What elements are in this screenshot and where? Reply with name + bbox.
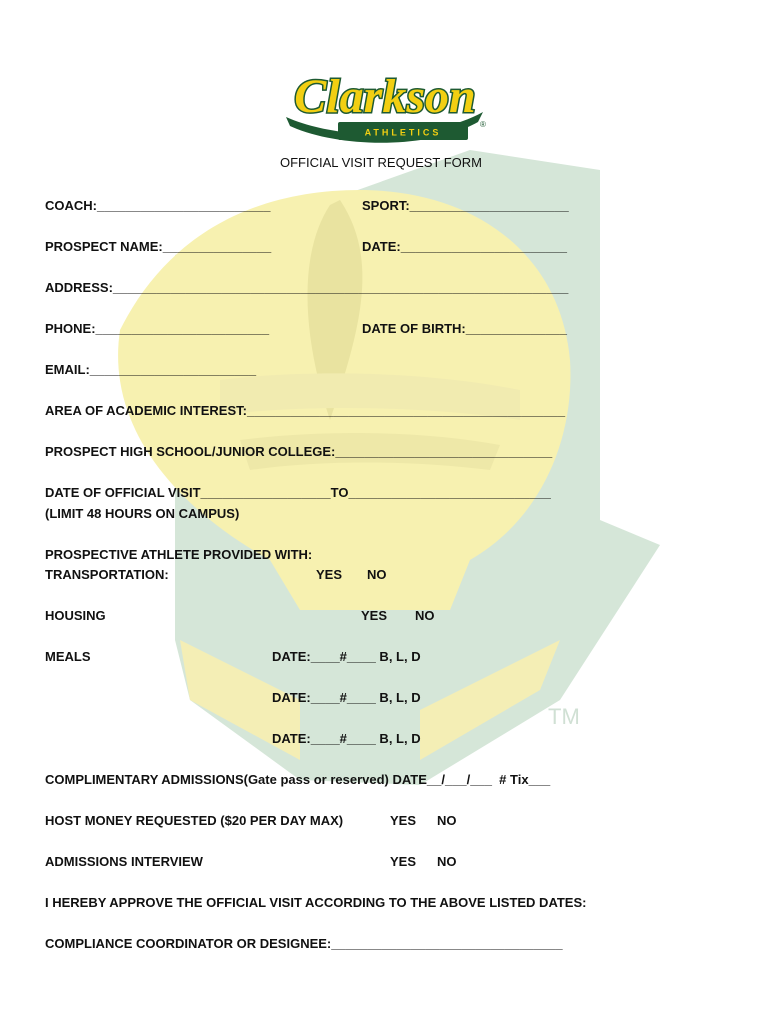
meal-line-3[interactable]: DATE:____#____ B, L, D [272, 731, 421, 746]
meals-label: MEALS [45, 649, 91, 664]
compliance-signature-field[interactable]: COMPLIANCE COORDINATOR OR DESIGNEE:________________________________ [45, 936, 563, 951]
housing-yes[interactable]: YES [361, 608, 388, 623]
sport-field[interactable]: SPORT:______________________ [362, 198, 569, 213]
admissions-interview-no[interactable]: NO [437, 854, 457, 869]
admissions-interview-yes[interactable]: YES [390, 854, 417, 869]
transportation-no[interactable]: NO [367, 567, 387, 582]
academic-interest-field[interactable]: AREA OF ACADEMIC INTEREST:____________________________________________ [45, 403, 566, 418]
host-money-label: HOST MONEY REQUESTED ($20 PER DAY MAX) [45, 813, 344, 828]
approval-statement: I HEREBY APPROVE THE OFFICIAL VISIT ACCORDING TO THE ABOVE LISTED DATES: [45, 895, 587, 910]
transportation-yes[interactable]: YES [316, 567, 343, 582]
visit-limit-note: (LIMIT 48 HOURS ON CAMPUS) [45, 506, 240, 521]
complimentary-admissions-field[interactable]: COMPLIMENTARY ADMISSIONS(Gate pass or reserved) DATE__/___/___ # Tix___ [45, 772, 551, 787]
email-field[interactable]: EMAIL:_______________________ [45, 362, 257, 377]
logo-athletics: ATHLETICS [364, 127, 442, 138]
date-field[interactable]: DATE:_______________________ [362, 239, 568, 254]
admissions-interview-label: ADMISSIONS INTERVIEW [45, 854, 203, 869]
form-title: OFFICIAL VISIT REQUEST FORM [280, 155, 483, 170]
host-money-yes[interactable]: YES [390, 813, 417, 828]
meal-line-1[interactable]: DATE:____#____ B, L, D [272, 649, 421, 664]
housing-label: HOUSING [45, 608, 106, 623]
address-field[interactable]: ADDRESS:_______________________________________________________________ [45, 280, 569, 295]
date-of-birth-field[interactable]: DATE OF BIRTH:______________ [362, 321, 567, 336]
host-money-no[interactable]: NO [437, 813, 457, 828]
high-school-field[interactable]: PROSPECT HIGH SCHOOL/JUNIOR COLLEGE:______________________________ [45, 444, 553, 459]
housing-no[interactable]: NO [415, 608, 435, 623]
official-visit-dates-field[interactable]: DATE OF OFFICIAL VISIT__________________TO____________________________ [45, 485, 551, 500]
logo-wordmark: Clarkson [294, 70, 476, 123]
prospect-name-field[interactable]: PROSPECT NAME:_______________ [45, 239, 272, 254]
coach-field[interactable]: COACH:________________________ [45, 198, 271, 213]
phone-field[interactable]: PHONE:________________________ [45, 321, 270, 336]
logo-registered: ® [480, 120, 486, 129]
meal-line-2[interactable]: DATE:____#____ B, L, D [272, 690, 421, 705]
transportation-label: TRANSPORTATION: [45, 567, 169, 582]
provided-with-heading: PROSPECTIVE ATHLETE PROVIDED WITH: [45, 547, 313, 562]
watermark-tm: TM [548, 704, 580, 729]
